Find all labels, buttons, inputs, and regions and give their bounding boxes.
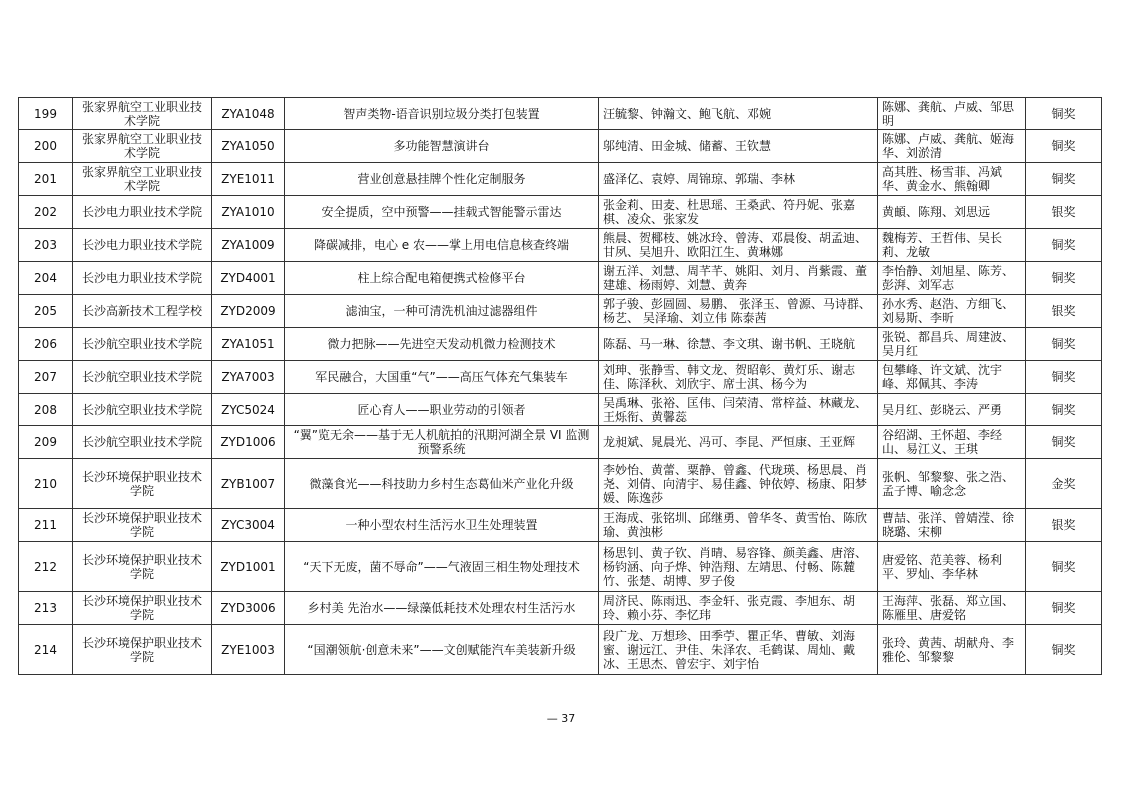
cell-award: 铜奖 [1026, 262, 1102, 295]
awards-table-body [19, 98, 1102, 675]
cell-project: 安全提质，空中预警——挂载式智能警示雷达 [285, 196, 599, 229]
cell-code: ZYA1050 [212, 130, 285, 163]
cell-code: ZYD2009 [212, 295, 285, 328]
cell-award: 银奖 [1026, 196, 1102, 229]
table-row [19, 229, 1102, 262]
cell-code: ZYD1006 [212, 426, 285, 459]
cell-teachers: 唐爱铭、范美蓉、杨利平、罗灿、李华林 [878, 542, 1026, 592]
cell-code: ZYA1009 [212, 229, 285, 262]
cell-students: 盛泽亿、袁婷、周锦琼、郭瑞、李林 [599, 163, 878, 196]
cell-award: 银奖 [1026, 509, 1102, 542]
cell-teachers: 陈娜、龚航、卢威、邹思明 [878, 98, 1026, 130]
cell-award: 铜奖 [1026, 229, 1102, 262]
cell-code: ZYE1003 [212, 625, 285, 675]
cell-teachers: 李怡静、刘旭星、陈芳、彭湃、刘军志 [878, 262, 1026, 295]
cell-teachers: 张锐、都昌兵、周建波、吴月红 [878, 328, 1026, 361]
table-row [19, 98, 1102, 130]
cell-school: 张家界航空工业职业技术学院 [73, 130, 212, 163]
table-row [19, 426, 1102, 459]
cell-teachers: 陈娜、卢威、龚航、姬海华、刘淤清 [878, 130, 1026, 163]
cell-award: 铜奖 [1026, 394, 1102, 426]
cell-code: ZYB1007 [212, 459, 285, 509]
cell-award: 铜奖 [1026, 361, 1102, 394]
cell-school: 长沙电力职业技术学院 [73, 262, 212, 295]
cell-project: 微藻食光——科技助力乡村生态葛仙米产业化升级 [285, 459, 599, 509]
cell-students: 邬纯清、田金城、储蓄、王钦慧 [599, 130, 878, 163]
table-row [19, 163, 1102, 196]
cell-code: ZYE1011 [212, 163, 285, 196]
cell-code: ZYA1048 [212, 98, 285, 130]
cell-students: 张金莉、田麦、杜思瑶、王桑武、符丹妮、张嘉棋、凌众、张家发 [599, 196, 878, 229]
cell-number: 199 [19, 98, 73, 130]
table-row [19, 361, 1102, 394]
cell-number: 209 [19, 426, 73, 459]
cell-students: 郭子骏、彭圆圆、易鹏、 张泽玉、曾源、马诗群、杨艺、 吴泽瑜、刘立伟 陈泰茜 [599, 295, 878, 328]
table-row [19, 542, 1102, 592]
cell-school: 长沙高新技术工程学校 [73, 295, 212, 328]
cell-teachers: 谷绍湖、王怀超、李经山、易江义、王琪 [878, 426, 1026, 459]
cell-students: 谢五洋、刘慧、周芊芊、姚阳、刘月、肖紫霞、董建雄、杨雨婷、刘慧、黄奔 [599, 262, 878, 295]
cell-project: 微力把脉——先进空天发动机微力检测技术 [285, 328, 599, 361]
cell-number: 214 [19, 625, 73, 675]
cell-number: 212 [19, 542, 73, 592]
cell-students: 杨思钊、黄子钦、肖晴、易容锋、颜美鑫、唐溶、杨钧涵、向子烨、钟浩翔、左靖思、付畅、陈麓竹、张楚、胡博、罗子俊 [599, 542, 878, 592]
cell-school: 长沙电力职业技术学院 [73, 196, 212, 229]
cell-number: 205 [19, 295, 73, 328]
table-row [19, 328, 1102, 361]
cell-number: 203 [19, 229, 73, 262]
table-row [19, 592, 1102, 625]
cell-project: 柱上综合配电箱便携式检修平台 [285, 262, 599, 295]
cell-school: 长沙航空职业技术学院 [73, 328, 212, 361]
table-row [19, 625, 1102, 675]
cell-code: ZYD1001 [212, 542, 285, 592]
cell-school: 长沙环境保护职业技术学院 [73, 592, 212, 625]
table-row [19, 196, 1102, 229]
cell-code: ZYA1010 [212, 196, 285, 229]
cell-students: 李妙怡、黄蕾、粟静、曾鑫、代珑瑛、杨思晨、肖尧、刘倩、向清宇、易佳鑫、钟依婷、杨康、阳梦媛、陈逸莎 [599, 459, 878, 509]
cell-number: 200 [19, 130, 73, 163]
cell-project: 军民融合，大国重“气”——高压气体充气集装车 [285, 361, 599, 394]
cell-project: “天下无废，菌不辱命”——气液固三相生物处理技术 [285, 542, 599, 592]
cell-school: 张家界航空工业职业技术学院 [73, 98, 212, 130]
cell-project: “国潮领航·创意未来”——文创赋能汽车美装新升级 [285, 625, 599, 675]
table-row [19, 262, 1102, 295]
cell-project: 乡村美 先治水——绿藻低耗技术处理农村生活污水 [285, 592, 599, 625]
cell-project: 营业创意悬挂牌个性化定制服务 [285, 163, 599, 196]
cell-award: 铜奖 [1026, 592, 1102, 625]
cell-teachers: 魏梅芳、王哲伟、吴长莉、龙敏 [878, 229, 1026, 262]
cell-award: 铜奖 [1026, 426, 1102, 459]
cell-number: 201 [19, 163, 73, 196]
cell-code: ZYA1051 [212, 328, 285, 361]
cell-school: 长沙航空职业技术学院 [73, 426, 212, 459]
cell-award: 铜奖 [1026, 163, 1102, 196]
cell-teachers: 黄頔、陈翔、刘思远 [878, 196, 1026, 229]
cell-students: 周济民、陈雨迅、李金轩、张克霞、李旭东、胡玲、赖小芬、李忆玮 [599, 592, 878, 625]
cell-award: 铜奖 [1026, 328, 1102, 361]
cell-number: 213 [19, 592, 73, 625]
cell-number: 211 [19, 509, 73, 542]
cell-number: 208 [19, 394, 73, 426]
cell-project: 智声类物-语音识别垃圾分类打包装置 [285, 98, 599, 130]
cell-number: 202 [19, 196, 73, 229]
cell-award: 银奖 [1026, 295, 1102, 328]
cell-school: 长沙环境保护职业技术学院 [73, 542, 212, 592]
cell-award: 铜奖 [1026, 542, 1102, 592]
cell-school: 长沙电力职业技术学院 [73, 229, 212, 262]
awards-table-container [18, 97, 1101, 675]
cell-students: 熊晨、贺椰枝、姚冰玲、曾涛、邓晨俊、胡孟迪、甘夙、吴旭升、欧阳江生、黄琳娜 [599, 229, 878, 262]
cell-students: 汪毓黎、钟瀚文、鲍飞航、邓婉 [599, 98, 878, 130]
cell-number: 210 [19, 459, 73, 509]
table-row [19, 394, 1102, 426]
cell-project: 降碳减排，电心 e 农——掌上用电信息核查终端 [285, 229, 599, 262]
cell-students: 陈磊、马一琳、徐慧、李文琪、谢书帆、王晓航 [599, 328, 878, 361]
cell-school: 张家界航空工业职业技术学院 [73, 163, 212, 196]
cell-school: 长沙航空职业技术学院 [73, 361, 212, 394]
cell-teachers: 孙水秀、赵浩、方细飞、刘易斯、李昕 [878, 295, 1026, 328]
cell-students: 吴禹琳、张裕、匡伟、闫荣清、常梓益、林藏龙、王烁衔、黄馨蕊 [599, 394, 878, 426]
cell-teachers: 王海萍、张磊、郑立国、陈雁里、唐爱铭 [878, 592, 1026, 625]
cell-students: 刘珅、张静雪、韩文龙、贺昭彰、黄灯乐、谢志佳、陈泽秋、刘欣宇、席士淇、杨今为 [599, 361, 878, 394]
cell-teachers: 曹喆、张洋、曾婧滢、徐晓璐、宋柳 [878, 509, 1026, 542]
page-number: — 37 [546, 712, 576, 725]
table-row [19, 459, 1102, 509]
table-row [19, 130, 1102, 163]
awards-table [18, 97, 1102, 675]
cell-school: 长沙环境保护职业技术学院 [73, 625, 212, 675]
cell-school: 长沙环境保护职业技术学院 [73, 459, 212, 509]
cell-number: 207 [19, 361, 73, 394]
cell-students: 段广龙、万想珍、田季苧、瞿正华、曹敏、刘海蜜、谢远江、尹佳、朱泽农、毛鹤谋、周灿、戴冰、王思杰、曾宏宇、刘宇怡 [599, 625, 878, 675]
cell-school: 长沙航空职业技术学院 [73, 394, 212, 426]
table-row [19, 509, 1102, 542]
cell-project: 滤油宝，一种可清洗机油过滤器组件 [285, 295, 599, 328]
cell-award: 铜奖 [1026, 130, 1102, 163]
cell-code: ZYD4001 [212, 262, 285, 295]
cell-teachers: 包攀峰、许文斌、沈宇峰、郑佩其、李涛 [878, 361, 1026, 394]
cell-teachers: 张玲、黄茜、胡献舟、李雅伦、邹黎黎 [878, 625, 1026, 675]
cell-project: 多功能智慧演讲台 [285, 130, 599, 163]
cell-school: 长沙环境保护职业技术学院 [73, 509, 212, 542]
cell-number: 206 [19, 328, 73, 361]
cell-code: ZYC3004 [212, 509, 285, 542]
cell-award: 金奖 [1026, 459, 1102, 509]
cell-students: 龙昶斌、晁晨光、冯可、李昆、严恒康、王亚辉 [599, 426, 878, 459]
cell-project: “翼”览无余——基于无人机航拍的汛期河湖全景 VI 监测预警系统 [285, 426, 599, 459]
cell-teachers: 高其胜、杨雪菲、冯斌华、黄金水、熊翰卿 [878, 163, 1026, 196]
cell-code: ZYD3006 [212, 592, 285, 625]
cell-project: 一种小型农村生活污水卫生处理装置 [285, 509, 599, 542]
cell-teachers: 张帆、邹黎黎、张之浩、孟子博、喻念念 [878, 459, 1026, 509]
cell-teachers: 吴月红、彭晓云、严勇 [878, 394, 1026, 426]
cell-code: ZYC5024 [212, 394, 285, 426]
cell-students: 王海成、张铭圳、邱继勇、曾华冬、黄雪怡、陈欣瑜、黄浊彬 [599, 509, 878, 542]
cell-code: ZYA7003 [212, 361, 285, 394]
cell-award: 铜奖 [1026, 625, 1102, 675]
cell-award: 铜奖 [1026, 98, 1102, 130]
table-row [19, 295, 1102, 328]
cell-number: 204 [19, 262, 73, 295]
cell-project: 匠心育人——职业劳动的引领者 [285, 394, 599, 426]
